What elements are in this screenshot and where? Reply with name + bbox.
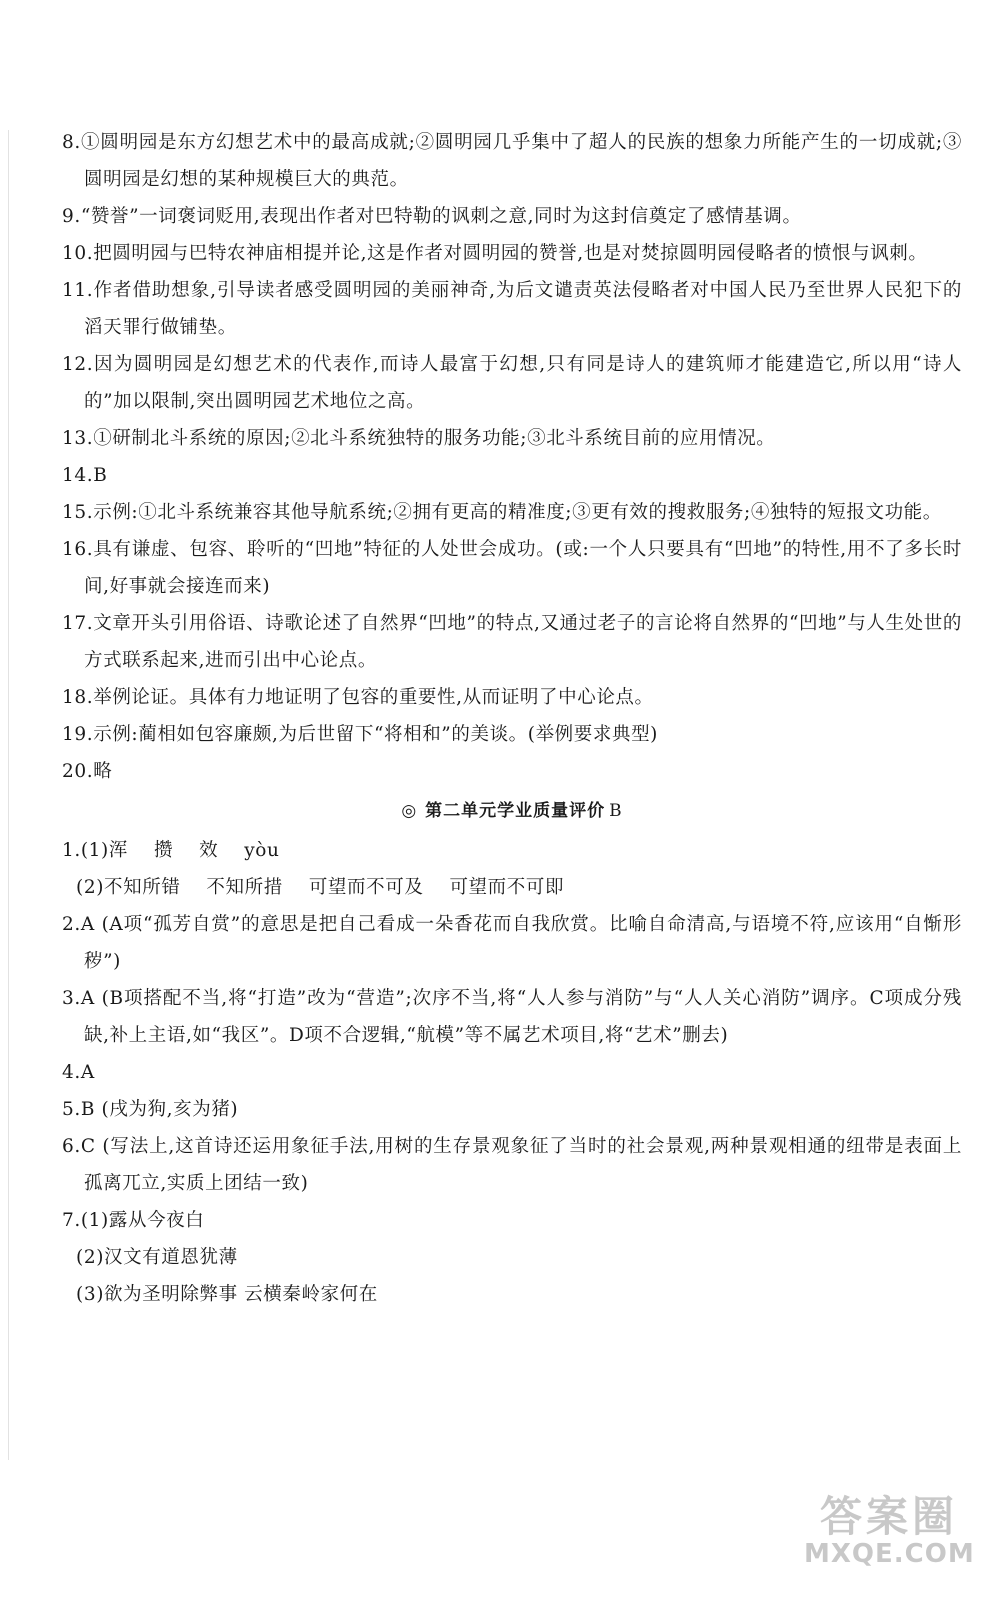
answer-item: 20.略 [62,761,113,782]
answer-item: 4.A [62,1062,95,1083]
answer-item: 16.具有谦虚、包容、聆听的“凹地”特征的人处世会成功。(或:一个人只要具有“凹地”的特性,用不了多长时间,好事就会接连而来) [62,539,962,597]
answer-item: 2.A (A项“孤芳自赏”的意思是把自己看成一朵香花而自我欣赏。比喻自命清高,与语境不符,应该用“自惭形秽”) [62,914,962,972]
answer-content [62,124,962,1313]
answer-item-q7-line3: (3)欲为圣明除弊事 云横秦岭家何在 [76,1284,378,1305]
answers-unit-two-part [62,906,962,1202]
section-title-text: 第二单元学业质量评价 [425,801,606,821]
answer-item: 17.文章开头引用俗语、诗歌论述了自然界“凹地”的特点,又通过老子的言论将自然界的“凹地”与人生处世的方式联系起来,进而引出中心论点。 [62,613,962,671]
answer-item: 6.C (写法上,这首诗还运用象征手法,用树的生存景观象征了当时的社会景观,两种景观相通的纽带是表面上孤离兀立,实质上团结一致) [62,1136,962,1194]
answer-item: 11.作者借助想象,引导读者感受圆明园的美丽神奇,为后文谴责英法侵略者对中国人民乃至世界人民犯下的滔天罪行做铺垫。 [62,280,962,338]
answer-item: 19.示例:蔺相如包容廉颇,为后世留下“将相和”的美谈。(举例要求典型) [62,724,659,745]
answer-item: 13.①研制北斗系统的原因;②北斗系统独特的服务功能;③北斗系统目前的应用情况。 [62,428,776,449]
answer-item-q7-line2: (2)汉文有道恩犹薄 [76,1247,238,1268]
answer-item: 8.①圆明园是东方幻想艺术中的最高成就;②圆明园几乎集中了超人的民族的想象力所能产生的一切成就;③圆明园是幻想的某种规模巨大的典范。 [62,132,962,190]
watermark-title: 答案圈 [819,1492,958,1541]
watermark-logo [804,1494,974,1572]
answer-item: 14.B [62,465,108,486]
answer-item-q7-line1: 7.(1)露从今夜白 [62,1210,205,1231]
section-grade: B [609,801,623,821]
answer-item: 12.因为圆明园是幻想艺术的代表作,而诗人最富于幻想,只有同是诗人的建筑师才能建造它,所以用“诗人的”加以限制,突出圆明园艺术地位之高。 [62,354,962,412]
answer-item-q1-line2: (2)不知所错 不知所措 可望而不可及 可望而不可即 [76,877,565,898]
answer-item: 9.“赞誉”一词褒词贬用,表现出作者对巴特勒的讽刺之意,同时为这封信奠定了感情基调。 [62,206,802,227]
binding-margin-line [8,130,9,1460]
watermark-url: MXQE.COM [804,1539,975,1569]
circle-mark-icon: ◎ [401,801,418,821]
answer-item: 3.A (B项搭配不当,将“打造”改为“营造”;次序不当,将“人人参与消防”与“人人关心消防”调序。C项成分残缺,补上主语,如“我区”。D项不合逻辑,“航模”等不属艺术项目,将“艺术”删去) [62,988,962,1046]
answer-item: 5.B (戌为狗,亥为猪) [62,1099,239,1120]
answer-item: 10.把圆明园与巴特农神庙相提并论,这是作者对圆明园的赞誉,也是对焚掠圆明园侵略者的愤恨与讽刺。 [62,243,928,264]
answer-item: 15.示例:①北斗系统兼容其他导航系统;②拥有更高的精准度;③更有效的搜救服务;④独特的短报文功能。 [62,502,942,523]
answer-item-q1-line1: 1.(1)浑 攒 效 yòu [62,840,280,861]
answers-unit-one-part [62,124,962,790]
section-heading [62,793,962,830]
answer-item: 18.举例论证。具体有力地证明了包容的重要性,从而证明了中心论点。 [62,687,654,708]
